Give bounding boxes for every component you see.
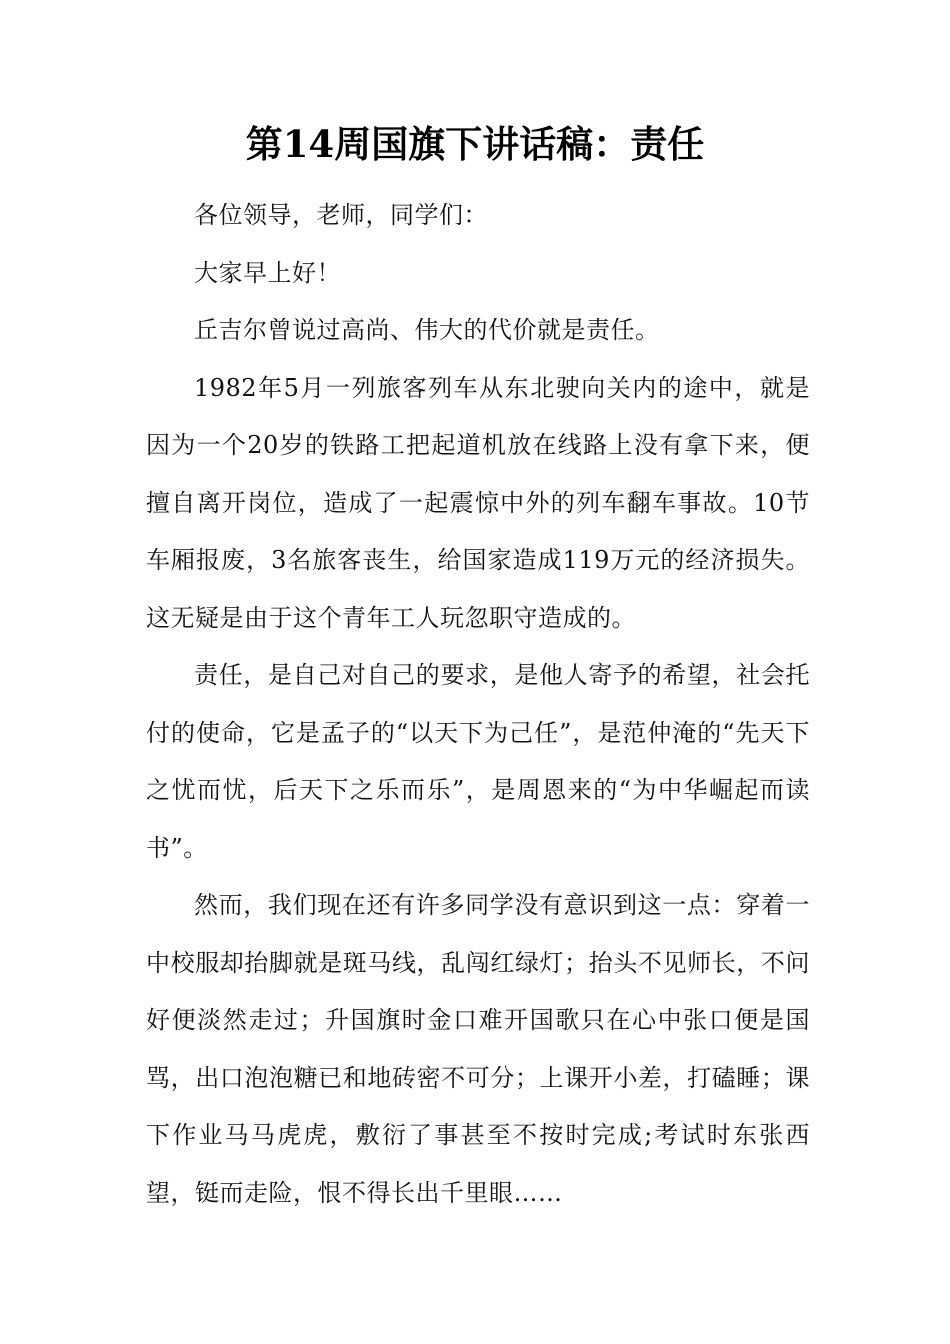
document-body <box>146 187 810 1222</box>
salutation-paragraph: 各位领导，老师，同学们： <box>194 201 488 229</box>
quote-paragraph: 丘吉尔曾说过高尚、伟大的代价就是责任。 <box>194 316 660 344</box>
examples-paragraph: 然而，我们现在还有许多同学没有意识到这一点：穿着一中校服却抬脚就是斑马线，乱闯红绿灯；抬头不见师长，不问好便淡然走过；升国旗时金口难开国歌只在心中张口便是国骂，出口泡泡糖已和地砖密不可分；上课开小差，打磕睡；课下作业马马虎虎，敷衍了事甚至不按时完成;考试时东张西望，铤而走险，恨不得长出千里眼…… <box>146 891 810 1207</box>
document-title: 第14周国旗下讲话稿：责任 <box>245 122 705 166</box>
responsibility-paragraph: 责任，是自己对自己的要求，是他人寄予的希望，社会托付的使命，它是孟子的“以天下为己任”，是范仲淹的“先天下之忧而忧，后天下之乐而乐”，是周恩来的“为中华崛起而读书”。 <box>146 661 810 862</box>
accident-paragraph: 1982年5月一列旅客列车从东北驶向关内的途中，就是因为一个20岁的铁路工把起道机放在线路上没有拿下来，便擅自离开岗位，造成了一起震惊中外的列车翻车事故。10节车厢报废，3名旅客丧生，给国家造成119万元的经济损失。这无疑是由于这个青年工人玩忽职守造成的。 <box>146 373 810 632</box>
greeting-paragraph: 大家早上好！ <box>194 258 341 287</box>
